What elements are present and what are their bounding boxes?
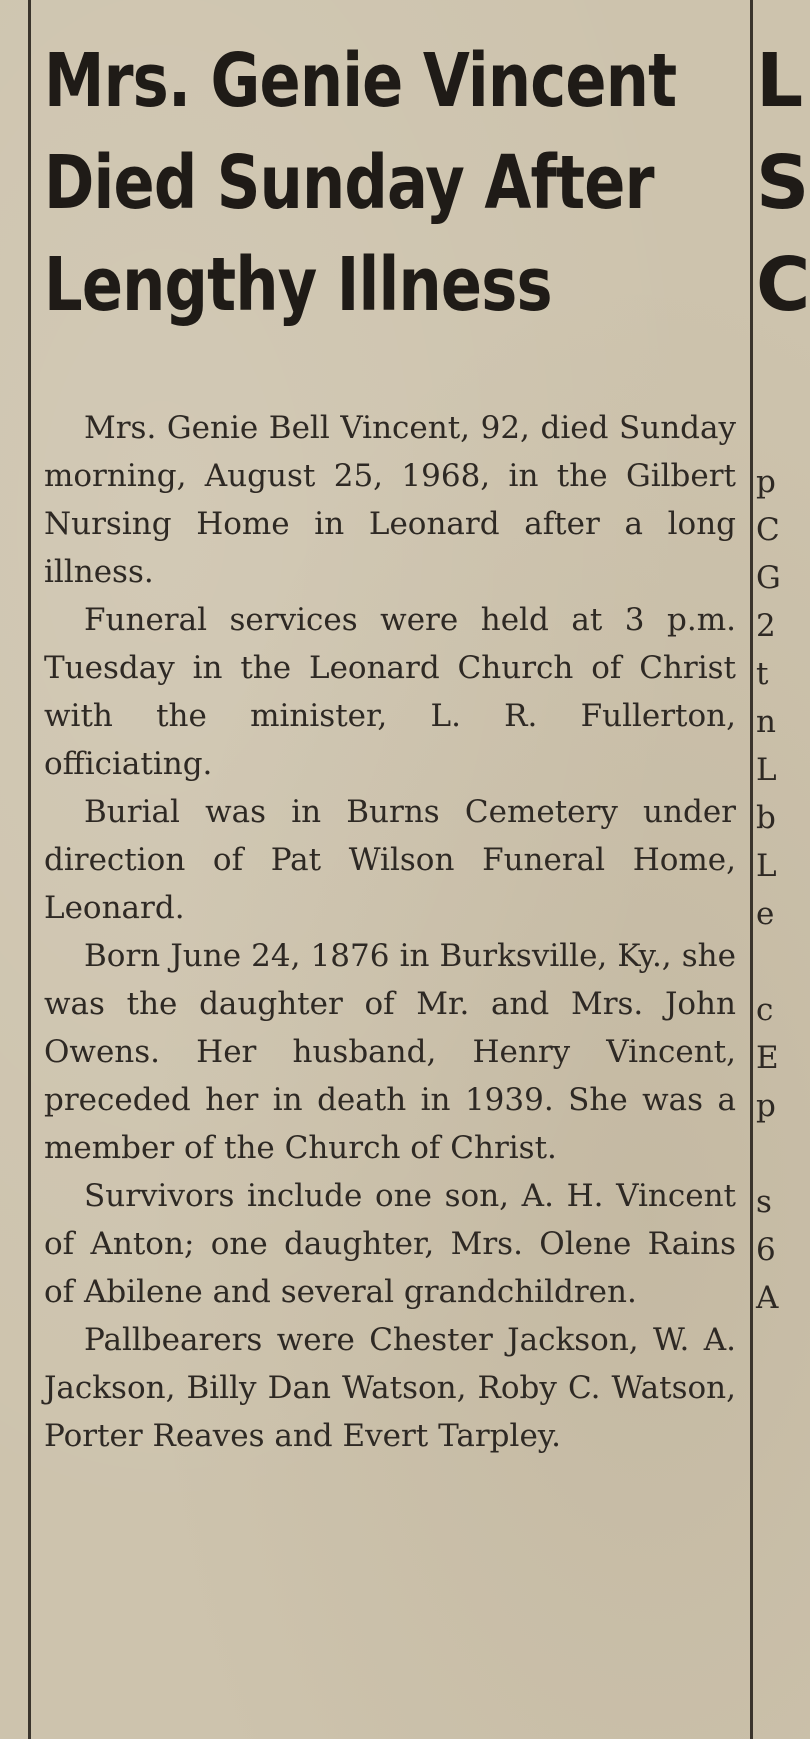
obituary-body	[44, 404, 736, 1460]
adjacent-line-fragment: p	[756, 1088, 776, 1124]
adjacent-line-fragment: 6	[756, 1232, 776, 1268]
column-rule-right	[750, 0, 753, 1739]
headline-line-3: Lengthy Illness	[44, 242, 552, 328]
adjacent-line-fragment: L	[756, 848, 777, 884]
column-rule-left	[28, 0, 31, 1739]
adjacent-line-fragment: n	[756, 704, 776, 740]
adjacent-line-fragment: L	[756, 752, 777, 788]
paragraph-survivors: Survivors include one son, A. H. Vincent of Anton; one daughter, Mrs. Olene Rains of Abilene and several grandchildren.	[44, 1178, 736, 1310]
paragraph-death: Mrs. Genie Bell Vincent, 92, died Sunday morning, August 25, 1968, in the Gilbert Nursing Home in Leonard after a long illness.	[44, 410, 736, 590]
paragraph-burial: Burial was in Burns Cemetery under direction of Pat Wilson Funeral Home, Leonard.	[44, 794, 736, 926]
adjacent-line-fragment: C	[756, 512, 780, 548]
adjacent-headline-fragment: C	[756, 242, 810, 328]
paragraph-biography: Born June 24, 1876 in Burksville, Ky., she was the daughter of Mr. and Mrs. John Owens. Her husband, Henry Vincent, preceded her in death in 1939. She was a member of the Church of Christ.	[44, 938, 736, 1166]
adjacent-line-fragment: G	[756, 560, 781, 596]
headline-line-2: Died Sunday After	[44, 140, 654, 226]
adjacent-line-fragment: s	[756, 1184, 772, 1220]
adjacent-line-fragment: e	[756, 896, 775, 932]
adjacent-headline-fragment: L	[756, 38, 804, 124]
adjacent-line-fragment: 2	[756, 608, 776, 644]
adjacent-line-fragment: b	[756, 800, 776, 836]
adjacent-line-fragment: t	[756, 656, 769, 692]
paragraph-funeral: Funeral services were held at 3 p.m. Tuesday in the Leonard Church of Christ with the minister, L. R. Fullerton, officiating.	[44, 602, 736, 782]
obituary-headline	[44, 30, 736, 336]
adjacent-line-fragment: c	[756, 992, 774, 1028]
adjacent-column-fragment	[756, 0, 810, 1739]
adjacent-line-fragment: p	[756, 464, 776, 500]
paragraph-pallbearers: Pallbearers were Chester Jackson, W. A. Jackson, Billy Dan Watson, Roby C. Watson, Porter Reaves and Evert Tarpley.	[44, 1322, 736, 1454]
adjacent-line-fragment: E	[756, 1040, 779, 1076]
adjacent-line-fragment: A	[756, 1280, 779, 1316]
headline-line-1: Mrs. Genie Vincent	[44, 38, 677, 124]
adjacent-headline-fragment: S	[756, 140, 810, 226]
